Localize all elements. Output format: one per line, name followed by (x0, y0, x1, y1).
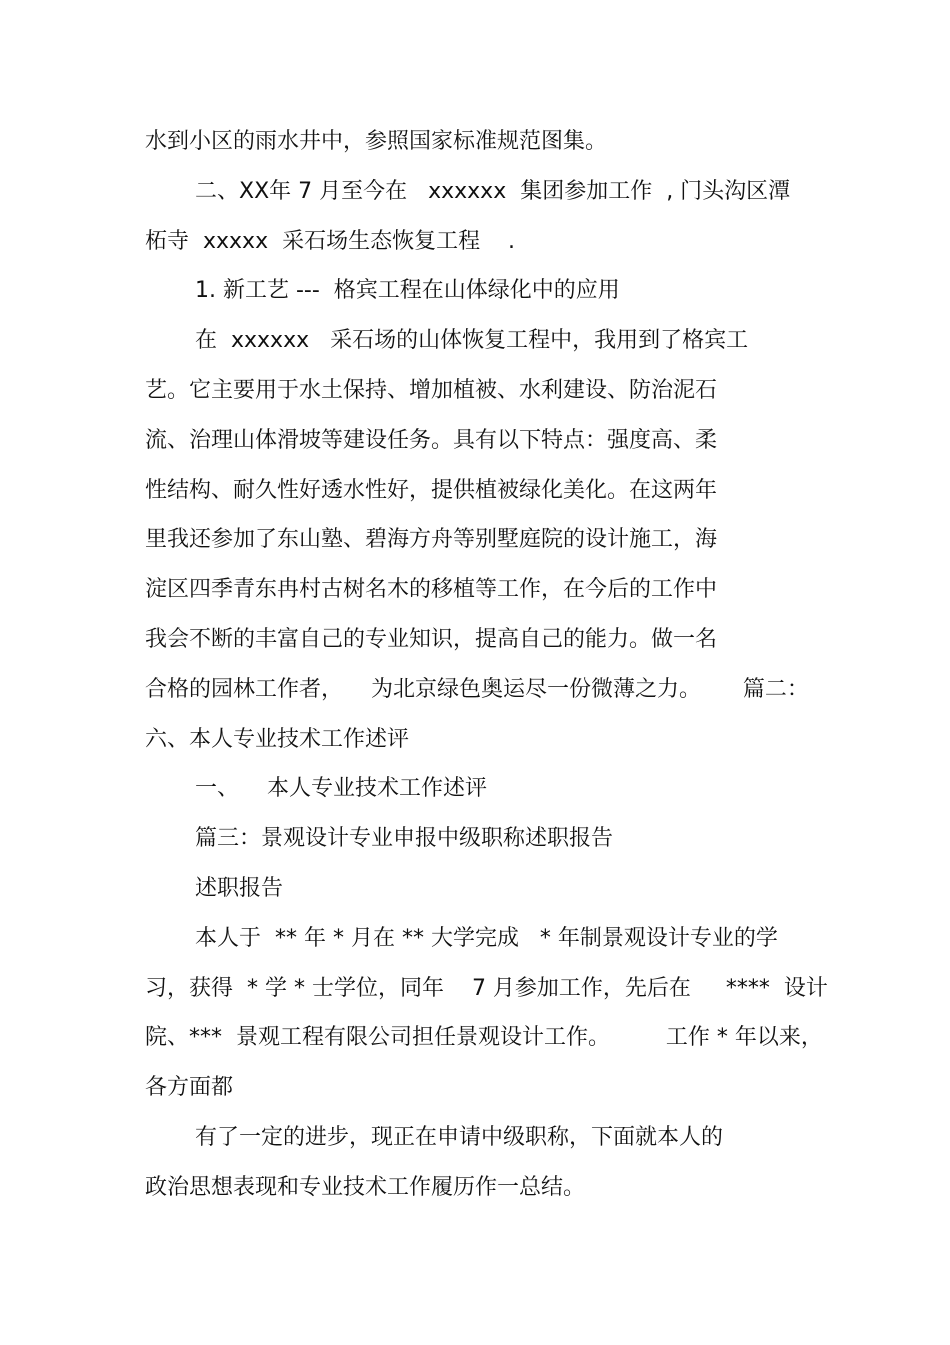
text-line: 习，获得 * 学 * 士学位，同年 7 月参加工作，先后在 **** 设计 (145, 976, 828, 1001)
section-heading: 篇三：景观设计专业申报中级职称述职报告 (195, 826, 614, 851)
text-line: 院、*** 景观工程有限公司担任景观设计工作。 工作 * 年以来， (145, 1025, 823, 1050)
text-line: 各方面都 (145, 1075, 234, 1100)
text-line: 淀区四季青东冉村古树名木的移植等工作，在今后的工作中 (145, 577, 718, 602)
text-line: 性结构、耐久性好透水性好，提供植被绿化美化。在这两年 (145, 478, 718, 503)
text-line: 政治思想表现和专业技术工作履历作一总结。 (145, 1175, 586, 1200)
text-line: 我会不断的丰富自己的专业知识，提高自己的能力。做一名 (145, 627, 718, 652)
text-line: 二、XX年 7 月至今在 xxxxxx 集团参加工作 , 门头沟区潭 (195, 179, 791, 204)
text-line: 在 xxxxxx 采石场的山体恢复工程中，我用到了格宾工 (195, 328, 749, 353)
text-line: 艺。它主要用于水土保持、增加植被、水利建设、防治泥石 (145, 378, 718, 403)
text-line: 里我还参加了东山塾、碧海方舟等别墅庭院的设计施工，海 (145, 527, 718, 552)
text-line: 有了一定的进步，现正在申请中级职称，下面就本人的 (195, 1125, 724, 1150)
text-line: 柘寺 xxxxx 采石场生态恢复工程 . (145, 229, 516, 254)
text-line: 1. 新工艺 --- 格宾工程在山体绿化中的应用 (195, 278, 620, 303)
text-line: 本人于 ** 年 * 月在 ** 大学完成 * 年制景观设计专业的学 (195, 926, 778, 951)
section-heading: 六、本人专业技术工作述评 (145, 727, 410, 752)
section-heading: 一、 本人专业技术工作述评 (195, 776, 487, 801)
text-line: 合格的园林工作者， 为北京绿色奥运尽一份微薄之力。 篇二： (145, 677, 809, 702)
text-line: 流、治理山体滑坡等建设任务。具有以下特点：强度高、柔 (145, 428, 718, 453)
text-line: 水到小区的雨水井中，参照国家标准规范图集。 (145, 129, 608, 154)
section-heading: 述职报告 (195, 876, 284, 901)
